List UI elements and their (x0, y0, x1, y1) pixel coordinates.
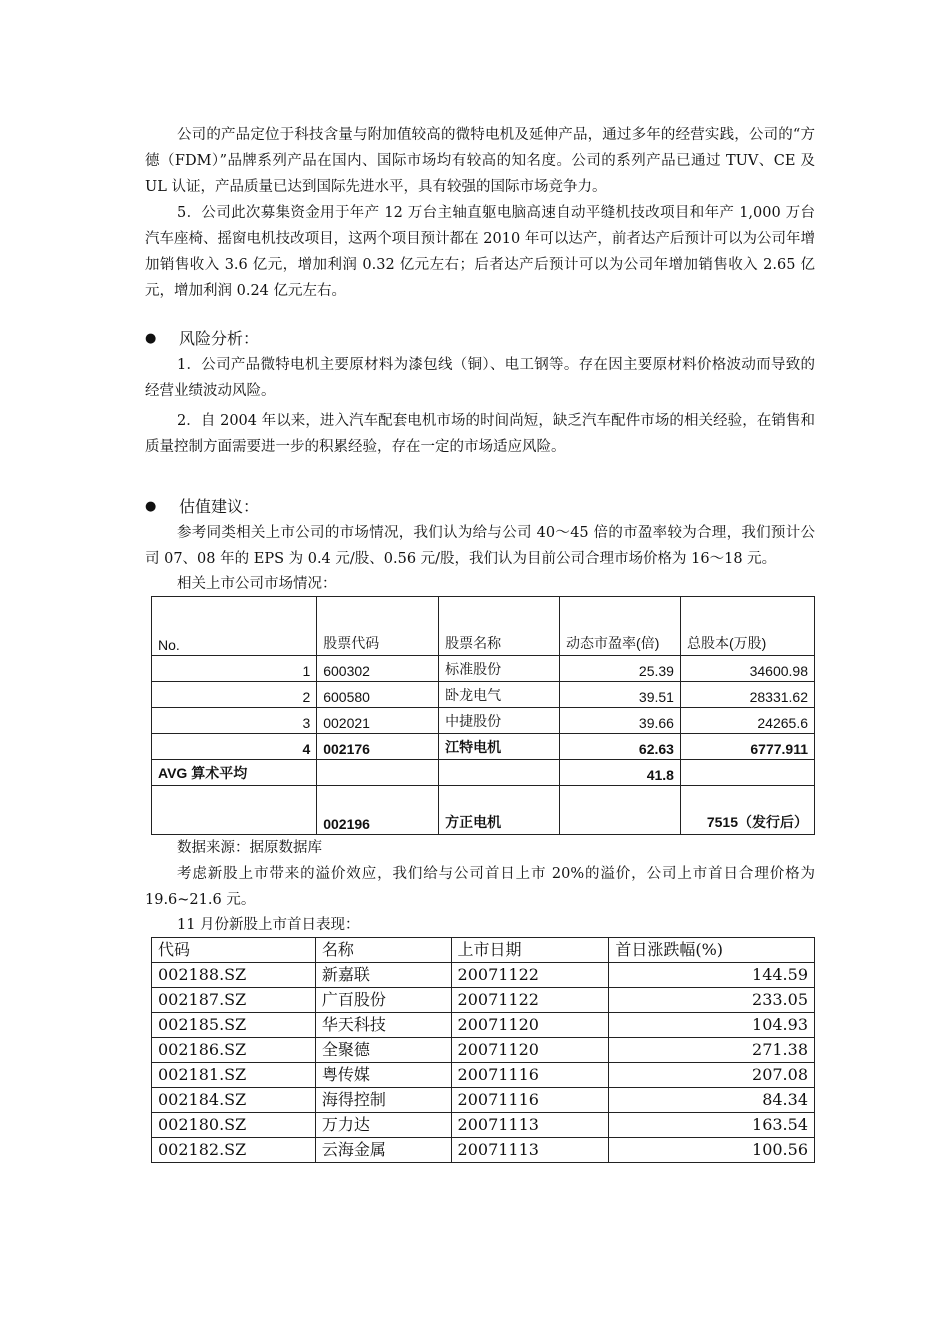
table-row (152, 988, 815, 1013)
table-cell: 中捷股份 (439, 708, 560, 734)
table-row-target-company (152, 786, 815, 835)
header-cell: No. (152, 597, 317, 656)
risk-item: 2．自 2004 年以来，进入汽车配套电机市场的时间尚短，缺乏汽车配件市场的相关经验，在销售和质量控制方面需要进一步的积累经验，存在一定的市场适应风险。 (145, 413, 815, 455)
table-row (152, 656, 815, 682)
table-cell: 20071116 (451, 1063, 609, 1088)
table-cell: 24265.6 (680, 708, 814, 734)
table-cell: 广百股份 (315, 988, 451, 1013)
risk-heading (145, 326, 815, 352)
table-cell: 002182.SZ (152, 1138, 316, 1163)
document-body (145, 122, 815, 1163)
table-row (152, 963, 815, 988)
header-cell: 股票代码 (317, 597, 439, 656)
table-cell: 万力达 (315, 1113, 451, 1138)
table-header-row (152, 597, 815, 656)
table-cell: 方正电机 (439, 786, 560, 835)
table-cell (152, 786, 317, 835)
table-row (152, 1063, 815, 1088)
table-cell: 4 (152, 734, 317, 760)
table-cell: 271.38 (609, 1038, 815, 1063)
table-cell: 39.51 (560, 682, 681, 708)
table-cell: 2 (152, 682, 317, 708)
table-cell: 002187.SZ (152, 988, 316, 1013)
header-cell: 总股本(万股) (680, 597, 814, 656)
premium-paragraph: 考虑新股上市带来的溢价效应，我们给与公司首日上市 20%的溢价，公司上市首日合理价格为 19.6~21.6 元。 (145, 866, 815, 908)
table-row (152, 1138, 815, 1163)
valuation-intro: 参考同类相关上市公司的市场情况，我们认为给与公司 40～45 倍的市盈率较为合理，我们预计公司 07、08 年的 EPS 为 0.4 元/股、0.56 元/股，我们认为目前公司合理市场价格为 16～18 元。 (145, 525, 815, 567)
table-cell: 20071122 (451, 963, 609, 988)
table-cell: 云海金属 (315, 1138, 451, 1163)
table-cell: 7515（发行后） (680, 786, 814, 835)
table-row (152, 1088, 815, 1113)
table-cell: 20071122 (451, 988, 609, 1013)
table-cell: 海得控制 (315, 1088, 451, 1113)
table-cell: 207.08 (609, 1063, 815, 1088)
table-row-highlight (152, 734, 815, 760)
table-cell: 144.59 (609, 963, 815, 988)
table-cell: 62.63 (560, 734, 681, 760)
data-source-note: 数据来源：据原数据库 (177, 840, 322, 856)
table-cell: 002186.SZ (152, 1038, 316, 1063)
table-cell: 标准股份 (439, 656, 560, 682)
table-cell: 600580 (317, 682, 439, 708)
table-cell: 163.54 (609, 1113, 815, 1138)
table-cell (560, 786, 681, 835)
table-cell: 6777.911 (680, 734, 814, 760)
table-row-average (152, 760, 815, 786)
header-cell: 动态市盈率(倍) (560, 597, 681, 656)
table-cell: 20071120 (451, 1013, 609, 1038)
table-cell: 20071113 (451, 1113, 609, 1138)
comparable-companies-table (151, 596, 815, 835)
header-cell: 上市日期 (451, 938, 609, 963)
table-cell: 25.39 (560, 656, 681, 682)
valuation-heading-text: 估值建议： (179, 497, 260, 516)
table2-caption: 11 月份新股上市首日表现： (177, 917, 360, 933)
ipo-first-day-table (151, 937, 815, 1163)
table-cell: 39.66 (560, 708, 681, 734)
bullet-icon: ● (145, 331, 157, 346)
table-cell: 84.34 (609, 1088, 815, 1113)
risk-heading-text: 风险分析： (179, 329, 260, 348)
table-cell: 28331.62 (680, 682, 814, 708)
table-cell: 100.56 (609, 1138, 815, 1163)
paragraph-fundraising: 5．公司此次募集资金用于年产 12 万台主轴直躯电脑高速自动平缝机技改项目和年产 1,000 万台汽车座椅、摇窗电机技改项目，这两个项目预计都在 2010 年可以达产，前者达产后预计可以为公司年增加销售收入 3.6 亿元，增加利润 0.32 亿元左右；后者达产后预计可以为公司年增加销售收入 2.65 亿元，增加利润 0.24 亿元左右。 (145, 205, 815, 299)
table-cell: 002181.SZ (152, 1063, 316, 1088)
table-cell: 002180.SZ (152, 1113, 316, 1138)
table-cell: 600302 (317, 656, 439, 682)
table-row (152, 682, 815, 708)
table-cell: 新嘉联 (315, 963, 451, 988)
table-cell: 粤传媒 (315, 1063, 451, 1088)
table-cell: 20071116 (451, 1088, 609, 1113)
table-cell: AVG 算术平均 (152, 760, 317, 786)
table-row (152, 1038, 815, 1063)
table-cell: 江特电机 (439, 734, 560, 760)
table-cell: 233.05 (609, 988, 815, 1013)
table-cell: 002176 (317, 734, 439, 760)
table-row (152, 1113, 815, 1138)
table-cell: 1 (152, 656, 317, 682)
table-cell: 卧龙电气 (439, 682, 560, 708)
bullet-icon: ● (145, 499, 157, 514)
table-cell: 002196 (317, 786, 439, 835)
paragraph-product-positioning: 公司的产品定位于科技含量与附加值较高的微特电机及延伸产品，通过多年的经营实践，公司的“方德（FDM）”品牌系列产品在国内、国际市场均有较高的知名度。公司的系列产品已通过 TUV、CE 及 UL 认证，产品质量已达到国际先进水平，具有较强的国际市场竞争力。 (145, 127, 815, 195)
header-cell: 首日涨跌幅(%) (609, 938, 815, 963)
table-cell: 34600.98 (680, 656, 814, 682)
table-cell: 20071113 (451, 1138, 609, 1163)
header-cell: 名称 (315, 938, 451, 963)
table-cell: 002185.SZ (152, 1013, 316, 1038)
table-cell: 104.93 (609, 1013, 815, 1038)
header-cell: 代码 (152, 938, 316, 963)
table-header-row (152, 938, 815, 963)
table-row (152, 708, 815, 734)
table-cell: 全聚德 (315, 1038, 451, 1063)
table-cell (680, 760, 814, 786)
table-cell: 002021 (317, 708, 439, 734)
table-cell: 002188.SZ (152, 963, 316, 988)
table-row (152, 1013, 815, 1038)
table-cell (439, 760, 560, 786)
table-cell: 3 (152, 708, 317, 734)
table-cell: 002184.SZ (152, 1088, 316, 1113)
header-cell: 股票名称 (439, 597, 560, 656)
table1-caption: 相关上市公司市场情况： (177, 576, 337, 592)
risk-item: 1．公司产品微特电机主要原材料为漆包线（铜）、电工钢等。存在因主要原材料价格波动而导致的经营业绩波动风险。 (145, 357, 815, 399)
table-cell: 华天科技 (315, 1013, 451, 1038)
table-cell: 41.8 (560, 760, 681, 786)
valuation-heading (145, 494, 815, 520)
table-cell (317, 760, 439, 786)
table-cell: 20071120 (451, 1038, 609, 1063)
